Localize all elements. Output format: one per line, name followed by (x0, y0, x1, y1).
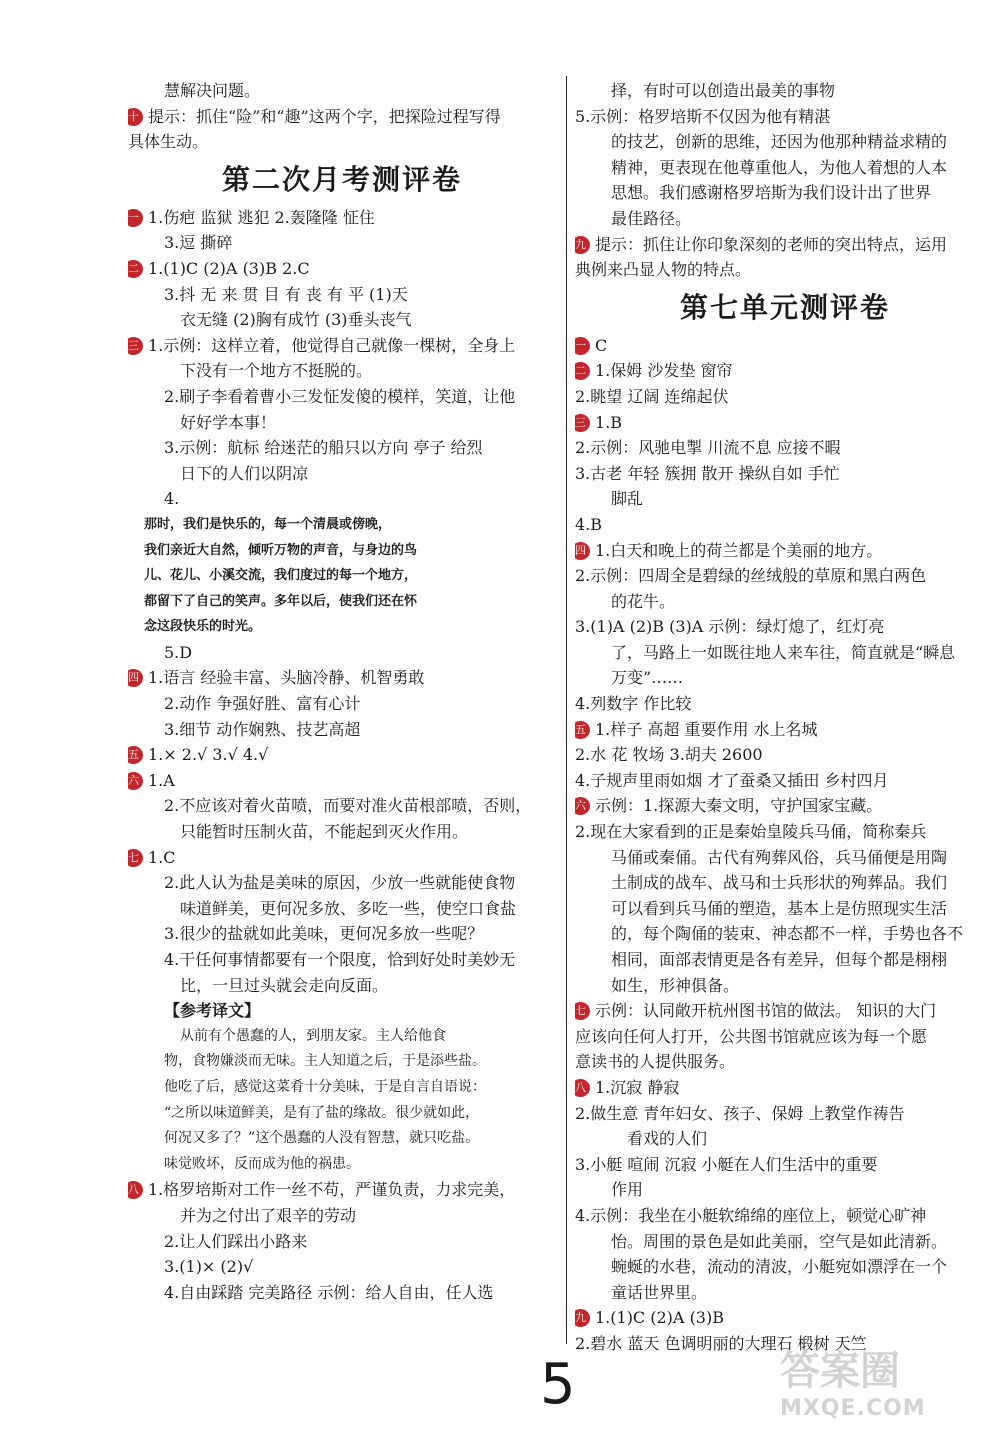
answer-line: 日下的人们以阴凉 (180, 463, 309, 483)
answer-text: 1.白天和晚上的荷兰都是个美丽的地方。 (595, 540, 883, 560)
left-column (128, 78, 556, 1305)
answer-line: 4.干任何事情都要有一个限度，恰到好处时美妙无 (164, 950, 516, 969)
answer-line: 看戏的人们 (627, 1129, 708, 1149)
answer-line: 他吃了后，感觉这菜肴十分美味，于是自言自语说： (164, 1078, 486, 1095)
question-number-badge: 二 (128, 260, 143, 278)
answer-line: 相同，面部表情更是各有差异，但每个都是栩栩 (611, 950, 948, 969)
answer-line (575, 358, 995, 384)
answer-line (128, 1177, 556, 1203)
answer-line: 的花牛。 (611, 591, 676, 611)
answer-line: 何况又多了？”这个愚蠢的人没有智慧，就只吃盐。 (164, 1130, 480, 1147)
answer-line: 4.自由踩踏 完美路径 示例：给人自由，任人选 (164, 1282, 494, 1302)
right-column (575, 78, 995, 1357)
answer-line (128, 205, 556, 231)
question-number-badge: 四 (128, 669, 143, 687)
answer-text: 示例：1.探源大秦文明，守护国家宝藏。 (595, 796, 883, 816)
answer-text: C (595, 335, 608, 355)
passage-line: 念这段快乐的时光。 (144, 619, 262, 635)
question-number-badge: 六 (128, 772, 143, 790)
answer-line: 2.碧水 蓝天 色调明丽的大理石 椴树 天竺 (575, 1333, 867, 1353)
watermark-top: 答案圈 (780, 1348, 900, 1394)
answer-line: 衣无缝 (2)胸有成竹 (3)垂头丧气 (180, 310, 412, 330)
answer-line: 马俑或秦俑。古代有殉葬风俗，兵马俑便是用陶 (611, 847, 948, 867)
answer-line: 并为之付出了艰辛的劳动 (180, 1205, 357, 1225)
answer-line: 物，食物嫌淡而无味。主人知道之后，于是添些盐。 (164, 1053, 486, 1070)
answer-line: 2.不应该对着火苗喷，而要对准火苗根部喷，否则， (164, 796, 532, 816)
answer-text: 1.× 2.√ 3.√ 4.√ (148, 745, 269, 765)
answer-text: 示例：认同敞开杭州图书馆的做法。 知识的大门 (595, 1001, 937, 1021)
answer-line: 下没有一个地方不挺脱的。 (180, 361, 373, 381)
question-number-badge: 三 (128, 337, 143, 355)
answer-line: 思想。我们感谢格罗培斯为我们设计出了世界 (611, 183, 932, 203)
answer-line: 4. (164, 489, 180, 509)
answer-line: 4.示例：我坐在小艇软绵绵的座位上，顿觉心旷神 (575, 1205, 927, 1225)
answer-line: 蜿蜒的水巷，流动的清波，小艇宛如漂浮在一个 (611, 1257, 948, 1277)
answer-line: 作用 (611, 1180, 644, 1200)
answer-text: 1.(1)C (2)A (3)B 2.C (148, 258, 310, 278)
question-number-badge: 二 (575, 362, 590, 380)
answer-line: 具体生动。 (128, 132, 209, 152)
answer-line: 3.细节 动作娴熟、技艺高超 (164, 719, 361, 739)
answer-line: 4.B (575, 514, 603, 534)
answer-text: 1.保姆 沙发垫 窗帘 (595, 361, 733, 381)
column-divider (566, 76, 567, 1344)
answer-line: 3.示例：航标 给迷茫的船只以方向 亭子 给烈 (164, 438, 483, 458)
answer-line (128, 742, 556, 768)
answer-line: 3.(1)A (2)B (3)A 示例：绿灯熄了，红灯亮 (575, 617, 885, 637)
answer-line: 味道鲜美，更何况多放、多吃一些，使空口食盐 (180, 898, 517, 918)
answer-line: 4.列数字 作比较 (575, 694, 692, 714)
answer-text: 1.沉寂 静寂 (595, 1077, 680, 1097)
answer-line: 3.逗 撕碎 (164, 233, 233, 253)
answer-line: 童话世界里。 (611, 1282, 708, 1302)
answer-line: 可以看到兵马俑的塑造，基本上是仿照现实生活 (611, 898, 948, 918)
answer-line: 了，马路上一如既往地人来车往，简直就是“瞬息 (611, 642, 956, 662)
answer-line: 3.古老 年轻 簇拥 散开 操纵自如 手忙 (575, 463, 840, 483)
answer-line: 4.子规声里雨如烟 才了蚕桑又插田 乡村四月 (575, 770, 889, 790)
question-number-badge: 七 (128, 849, 143, 867)
watermark-bottom: MXQE.COM (780, 1396, 926, 1421)
answer-line: 比，一旦过头就会走向反面。 (180, 975, 389, 995)
watermark-logo (780, 1339, 980, 1424)
answer-line: 3.抖 无 来 贯 目 有 丧 有 平 (1)天 (164, 284, 408, 304)
answer-line: 2.动作 争强好胜、富有心计 (164, 694, 361, 714)
answer-text: 1.伤疤 监狱 逃犯 2.轰隆隆 怔住 (148, 207, 375, 227)
answer-line: 最佳路径。 (611, 208, 692, 228)
answer-line: 2.水 花 牧场 3.胡夫 2600 (575, 745, 763, 765)
answer-text: 1.样子 高超 重要作用 水上名城 (595, 719, 818, 739)
answer-line (575, 793, 995, 819)
answer-line: 2.眺望 辽阔 连绵起伏 (575, 386, 729, 406)
answer-line: 典例来凸显人物的特点。 (575, 260, 752, 280)
passage-line: 都留下了自己的笑声。多年以后，使我们还在怀 (144, 593, 418, 609)
answer-text: 提示：抓住“险”和“趣”这两个字，把探险过程写得 (148, 106, 501, 126)
answer-line (575, 410, 995, 436)
question-number-badge: 八 (128, 1181, 143, 1199)
answer-text: 1.语言 经验丰富、头脑冷静、机智勇敢 (148, 668, 425, 688)
question-number-badge: 九 (575, 236, 590, 254)
answer-line: 万变”…… (611, 668, 684, 688)
answer-line: 应该向任何人打开，公共图书馆就应该为每一个愿 (575, 1026, 928, 1046)
question-number-badge: 一 (128, 209, 143, 227)
answer-line (575, 538, 995, 564)
section-title: 第七单元测评卷 (679, 290, 890, 324)
answer-line: 脚乱 (611, 489, 644, 509)
page-number: 5 (540, 1352, 576, 1417)
answer-line: 5.D (164, 642, 193, 662)
section-title: 第二次月考测评卷 (221, 162, 462, 196)
answer-line: 意读书的人提供服务。 (575, 1052, 736, 1072)
answer-line (575, 1305, 995, 1331)
answer-line: 只能暂时压制火苗，不能起到灭火作用。 (180, 822, 469, 842)
question-number-badge: 九 (575, 1309, 590, 1327)
answer-line: 2.现在大家看到的正是秦始皇陵兵马俑，简称秦兵 (575, 822, 927, 842)
answer-line: “之所以味道鲜美，是有了盐的缘故。很少就如此， (164, 1104, 480, 1121)
passage-line: 我们亲近大自然，倾听万物的声音，与身边的鸟 (144, 542, 418, 558)
answer-line: 3.小艇 喧闹 沉寂 小艇在人们生活中的重要 (575, 1154, 878, 1174)
answer-line (128, 333, 556, 359)
answer-line: 味觉败坏，反而成为他的祸患。 (164, 1155, 360, 1172)
question-number-badge: 六 (575, 797, 590, 815)
answer-line: 择，有时可以创造出最美的事物 (611, 81, 836, 100)
answer-text: 1.A (148, 770, 175, 790)
answer-line: 3.(1)× (2)√ (164, 1257, 254, 1277)
question-number-badge: 三 (575, 414, 590, 432)
question-number-badge: 一 (575, 337, 590, 355)
question-number-badge: 四 (575, 542, 590, 560)
answer-line: 3.很少的盐就如此美味，更何况多放一些呢？ (164, 924, 484, 944)
answer-line: 好好学本事！ (180, 412, 277, 432)
answer-line: 2.此人认为盐是美味的原因，少放一些就能使食物 (164, 873, 516, 893)
question-number-badge: 五 (128, 746, 143, 764)
reference-heading: 【参考译文】 (164, 1001, 261, 1021)
answer-line: 如生，形神俱备。 (611, 975, 740, 995)
answer-line (575, 1075, 995, 1101)
question-number-badge: 五 (575, 721, 590, 739)
answer-line (575, 333, 995, 359)
answer-text: 1.示例：这样立着，他觉得自己就像一棵树，全身上 (148, 335, 516, 355)
answer-line: 怡。周围的景色是如此美丽，空气是如此清新。 (611, 1231, 948, 1251)
question-number-badge: 七 (575, 1002, 590, 1020)
answer-line: 的，每个陶俑的装束、神态都不一样，手势也各不 (611, 924, 964, 944)
answer-line: 的技艺，创新的思维，还因为他那种精益求精的 (611, 132, 948, 152)
answer-line: 2.让人们踩出小路来 (164, 1231, 308, 1251)
answer-line: 从前有个愚蠢的人，到朋友家。主人给他食 (180, 1027, 446, 1044)
answer-text: 1.C (148, 847, 176, 867)
answer-line: 慧解决问题。 (164, 81, 261, 100)
answer-line: 2.刷子李看着曹小三发怔发傻的模样，笑道，让他 (164, 386, 516, 406)
answer-text: 提示：抓住让你印象深刻的老师的突出特点，运用 (595, 234, 948, 254)
question-number-badge: 八 (575, 1079, 590, 1097)
question-number-badge: 十 (128, 108, 143, 126)
answer-line (128, 104, 556, 130)
passage-line: 那时，我们是快乐的，每一个清晨或傍晚， (144, 516, 392, 532)
answer-line: 2.示例：四周全是碧绿的丝绒般的草原和黑白两色 (575, 566, 927, 586)
answer-line: 精神，更表现在他尊重他人，为他人着想的人本 (611, 157, 948, 177)
answer-line (575, 232, 995, 258)
answer-line (575, 998, 995, 1024)
answer-line (575, 717, 995, 743)
answer-line (128, 845, 556, 871)
passage-line: 儿、花儿、小溪交流，我们度过的每一个地方， (144, 568, 418, 584)
answer-line (128, 665, 556, 691)
answer-text: 1.(1)C (2)A (3)B (595, 1308, 724, 1328)
answer-line: 2.做生意 青年妇女、孩子、保姆 上教堂作祷告 (575, 1103, 905, 1123)
answer-line (128, 768, 556, 794)
answer-line: 5.示例：格罗培斯不仅因为他有精湛 (575, 106, 831, 126)
answer-text: 1.B (595, 412, 623, 432)
answer-line: 2.示例：风驰电掣 川流不息 应接不暇 (575, 438, 841, 458)
answer-text: 1.格罗培斯对工作一丝不苟，严谨负责，力求完美， (148, 1180, 516, 1200)
answer-line (128, 256, 556, 282)
answer-line: 土制成的战车、战马和士兵形状的殉葬品。我们 (611, 873, 948, 893)
